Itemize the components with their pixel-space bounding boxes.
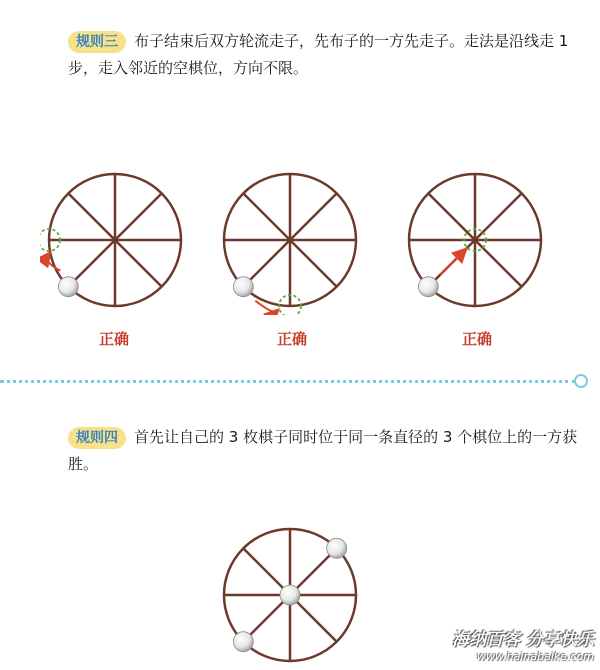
example-caption-1: 正确 xyxy=(98,330,129,348)
game-piece xyxy=(327,538,347,558)
game-piece xyxy=(233,277,253,297)
watermark xyxy=(452,625,594,663)
game-piece xyxy=(280,585,300,605)
rule3-text: 布子结束后双方轮流走子，先布子的一方先走子。走法是沿线走 1 步，走入邻近的空棋位，方向不限。 xyxy=(68,32,569,77)
section-divider xyxy=(0,380,576,383)
game-piece xyxy=(233,632,253,652)
winning-board xyxy=(215,520,365,670)
rule4-section xyxy=(68,424,583,478)
example-caption-3: 正确 xyxy=(461,330,492,348)
divider-end-circle xyxy=(574,374,588,388)
watermark-line1: 海纳百客 分享快乐 xyxy=(452,630,594,650)
rule3-section xyxy=(68,28,583,82)
rule3-badge: 规则三 xyxy=(68,31,126,53)
game-piece xyxy=(58,277,78,297)
rule3-paragraph xyxy=(68,28,583,82)
game-piece xyxy=(418,277,438,297)
rule4-text: 首先让自己的 3 枚棋子同时位于同一条直径的 3 个棋位上的一方获胜。 xyxy=(68,428,578,473)
example-board-2 xyxy=(215,165,365,315)
example-board-1 xyxy=(40,165,190,315)
watermark-line2: www.hainabaike.com xyxy=(476,650,594,663)
rule4-badge: 规则四 xyxy=(68,427,126,449)
move-arrow xyxy=(440,250,465,275)
example-board-3 xyxy=(400,165,550,315)
rule4-paragraph xyxy=(68,424,583,478)
example-caption-2: 正确 xyxy=(276,330,307,348)
